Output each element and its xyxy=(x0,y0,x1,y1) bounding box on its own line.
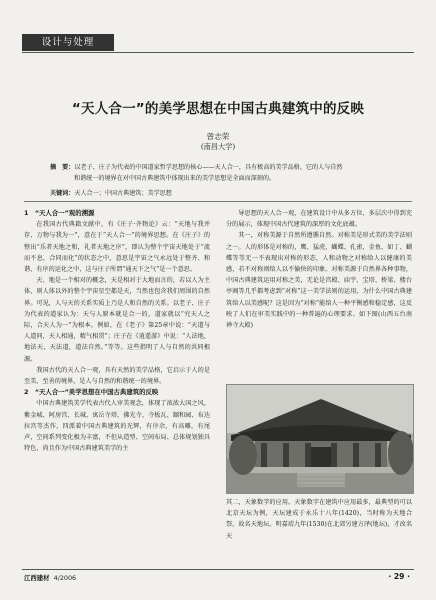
keywords xyxy=(50,188,400,197)
paragraph: 导思想的天人合一观，在建筑设计中从多方位、多层次中得到充分的展示，体现中国古代建筑的深厚的文化底蕴。 xyxy=(226,210,412,229)
header-rule xyxy=(22,52,414,53)
author-affiliation: (南昌大学) xyxy=(200,142,236,151)
paragraph: 在我国古代典籍文献中，有《庄子·齐物论》云：“天地与我并存，万物与我为一”，意在于“天人合一”的境界思想。在《庄子》的整出“乐者天地之和，礼者天地之序”，即认为整个宇宙天地处于“流而不息，合同而化”的状态之中，意思是宇宙之气永远处于整齐、和谐、有序的运化之中，这与庄子所谓“通天下之气”是一个意思。 xyxy=(24,221,210,274)
page-number: · 29 · xyxy=(388,572,410,581)
temple-hall-photo xyxy=(226,384,414,494)
section-heading-1: 1 “天人合一”观的溯源 xyxy=(24,209,95,217)
paragraph: 我国古代的天人合一观，具有天然的美学品格，它启示于人的是至美、至善的境界，是人与自然的和谐统一的境界。 xyxy=(24,366,210,386)
footer-rule xyxy=(22,569,414,570)
abstract-label: 摘 要： xyxy=(50,164,75,171)
right-column xyxy=(226,208,412,331)
journal-issue: 4/2006 xyxy=(53,574,77,582)
paragraph: 中国古典建筑美学代表古代人审美观念，体现了浓浓大国之风，紫金城、阿房宫、长城、寓岳寺塔、佛光寺、寺板瓦、颐和园、布达拉宫等杰作，四派着中国古典建筑的光辉，有序余，有高雕，有尾声，空间系列变化极为丰富，不但从造型、空间布局、总体规划独具特色，尚且作为中国古典建筑美学的主 xyxy=(24,400,210,453)
abstract-line-2: 和谐统一的境界在对中国古典建筑中体现出来的美学思想是全面而深刻的。 xyxy=(74,174,276,182)
article-title: “天人合一”的美学思想在中国古典建筑中的反映 xyxy=(71,101,365,117)
section-tag: 设计与处理 xyxy=(22,34,114,51)
keywords-text: 天人合一；中国古典建筑；美学思想 xyxy=(74,190,172,197)
temple-hall-illustration xyxy=(227,385,414,494)
author-name: 曾志荣 xyxy=(206,132,230,141)
abstract-line-1: 以老子、庄子为代表的中国道家哲学思想的核心——天人合一，具有极高的美学品格，它的人与自然 xyxy=(74,164,343,171)
abstract-rule xyxy=(24,201,412,202)
left-column xyxy=(24,208,210,454)
footer-journal xyxy=(24,573,76,582)
keywords-label: 关键词： xyxy=(50,190,75,197)
paragraph: 其二，天象数字的应用。天象数字在建筑中应用最多，最典型的可以北京天坛为例，天坛建成于永乐十八年(1420)，当时称为天地合祭，故名天地坛。明嘉靖九年(1530)在北郊另建方泽(地坛)，才改名天 xyxy=(226,499,412,540)
journal-name: 江西建材 xyxy=(24,574,50,582)
paragraph: 其一，对称美源于自然所遵循自然。对称美是形式美的美学法则之一。人的形体是对称的，鹰、猛虎、蝴蝶、孔雀、金鱼、如丁、蝴蝶等等无一不表现出对称的形态，人和动物之对称给人以健康的美感，若不对称则给人以不愉快的印象。对称美源于自然界各种事物，中国古典建筑运用对称之美，无论是宫殿、庙宇、宝塔、桥梁、楼台亭阁等几乎都考虑到“对称”这一美学法则的运用，为什么中国古典建筑给人以美感呢？这是因为“对称”能给人一种平衡感和稳定感，这反映了人们在审美实践中的一种普遍的心理要求。如下图(山西五台南禅寺大殿) xyxy=(226,232,412,330)
paragraph: 天、地是一个相对的概念，天是相对于大地而言的，若以人为主体，则人体以外的整个宇宙星空都是天，当然也包含我们周围的自然界。可见，人与天的关系实质上乃是人和自然的关系。以老子、庄子为代表的道家认为：天与人原本就是合一的，道家就以“究天人之际，合天人为一”为根本。例如，在《老子》第25章中说：“天道与人道同，天人相通，精气相贯”；庄子在《逍遥游》中说：“人法地，地法天，天法道，道法自然。”等等。这些指明了人与自然的共同根源。 xyxy=(24,277,210,363)
abstract xyxy=(50,163,400,184)
section-heading-2: 2 “天人合一”美学思想在中国古典建筑的反映 xyxy=(24,388,159,397)
